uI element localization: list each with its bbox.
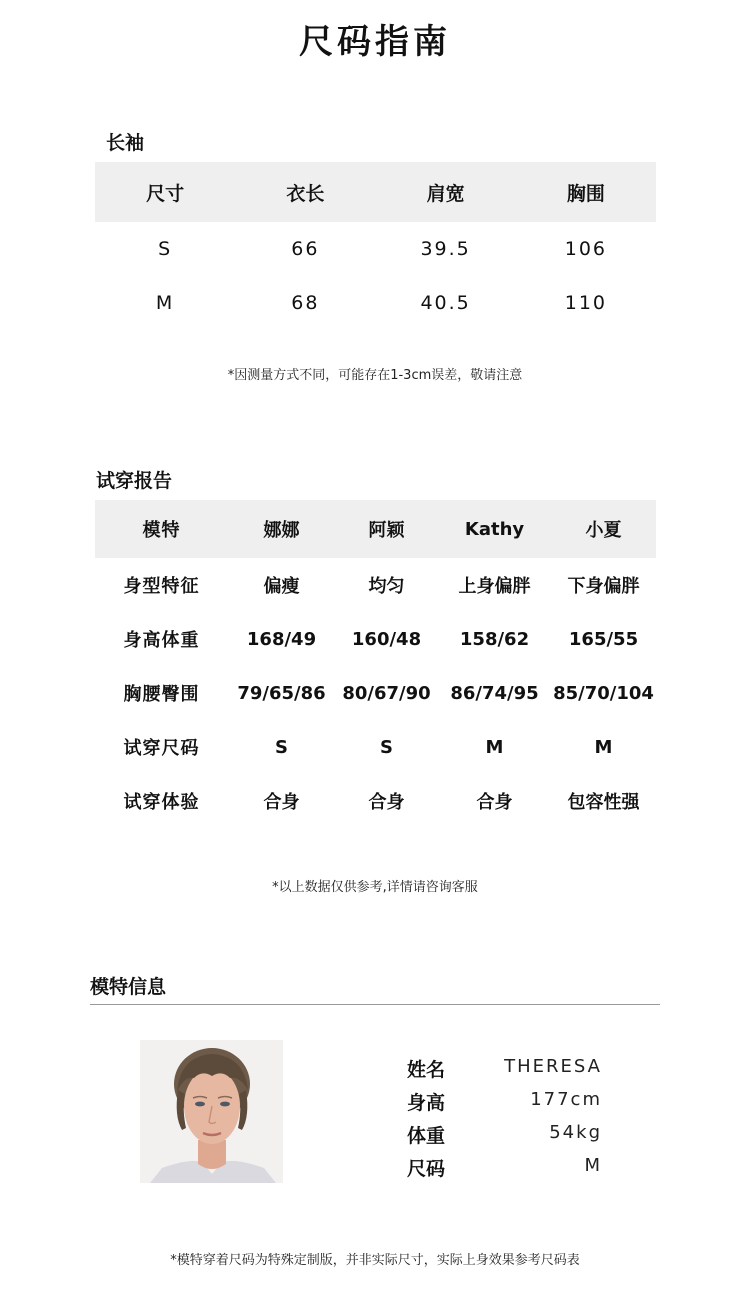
size-guide-note: *因测量方式不同，可能存在1-3cm误差，敬请注意: [227, 368, 523, 383]
model-field-label: 身高: [407, 1092, 446, 1114]
model-field-label: 体重: [407, 1125, 446, 1147]
size-cell: 110: [564, 292, 607, 314]
fit-row-label: 胸腰臀围: [123, 684, 200, 705]
fit-cell: 合身: [368, 792, 405, 813]
fit-header-cell: 模特: [142, 520, 181, 541]
size-header-cell: 尺寸: [146, 182, 185, 205]
fit-cell: 合身: [263, 792, 300, 813]
size-guide-title: 长袖: [106, 132, 145, 154]
fit-cell: 上身偏胖: [458, 576, 531, 597]
fit-header-cell: Kathy: [464, 518, 525, 540]
fit-cell: 165/55: [568, 628, 639, 650]
size-table-row: [95, 276, 656, 330]
model-field-size: [407, 1154, 602, 1184]
fit-cell: 偏瘦: [263, 576, 300, 597]
model-field-label: 尺码: [407, 1158, 446, 1180]
size-cell: M: [155, 292, 175, 314]
fit-cell: 158/62: [459, 628, 530, 650]
fit-report-note: *以上数据仅供参考,详情请咨询客服: [272, 880, 478, 895]
size-header-cell: 衣长: [286, 182, 325, 205]
fit-report-header-row: [95, 500, 656, 558]
fit-cell: 包容性强: [567, 792, 640, 813]
fit-row-label: 试穿体验: [123, 792, 200, 813]
fit-report-table: [95, 500, 656, 828]
model-field-name: [407, 1055, 602, 1085]
fit-cell: 79/65/86: [237, 682, 326, 704]
size-table: [95, 162, 656, 330]
size-cell: S: [158, 238, 173, 260]
fit-row-label: 身高体重: [123, 630, 200, 651]
fit-cell: 85/70/104: [553, 682, 654, 704]
size-cell: 106: [564, 238, 607, 260]
model-field-height: [407, 1088, 602, 1118]
fit-cell: 168/49: [246, 628, 317, 650]
model-field-value: THERESA: [504, 1056, 602, 1077]
fit-cell: 86/74/95: [450, 682, 539, 704]
model-field-weight: [407, 1121, 602, 1151]
fit-cell: 均匀: [368, 576, 405, 597]
size-cell: 66: [291, 238, 320, 260]
page-title: 尺码指南: [299, 22, 451, 62]
fit-header-cell: 小夏: [585, 520, 622, 541]
model-field-value: 54kg: [549, 1122, 602, 1143]
fit-row-label: 身型特征: [123, 576, 200, 597]
fit-report-row: [95, 774, 656, 828]
fit-cell: M: [594, 736, 613, 758]
fit-report-title: 试穿报告: [96, 470, 173, 492]
fit-cell: 160/48: [351, 628, 422, 650]
model-portrait-image: [140, 1040, 283, 1183]
fit-row-label: 试穿尺码: [123, 738, 200, 759]
size-header-cell: 肩宽: [426, 182, 465, 205]
fit-cell: 合身: [476, 792, 513, 813]
model-photo: [140, 1040, 283, 1183]
fit-cell: M: [485, 736, 504, 758]
model-field-label: 姓名: [407, 1059, 446, 1081]
model-info-note: *模特穿着尺码为特殊定制版，并非实际尺寸，实际上身效果参考尺码表: [170, 1253, 580, 1268]
fit-cell: S: [275, 736, 288, 758]
size-cell: 39.5: [420, 238, 471, 260]
fit-cell: S: [380, 736, 393, 758]
fit-report-row: [95, 666, 656, 720]
size-cell: 68: [291, 292, 320, 314]
size-table-row: [95, 222, 656, 276]
size-table-header-row: [95, 162, 656, 222]
size-header-cell: 胸围: [566, 182, 605, 205]
model-field-value: 177cm: [530, 1089, 602, 1110]
fit-report-row: [95, 558, 656, 612]
fit-cell: 80/67/90: [342, 682, 431, 704]
fit-header-cell: 阿颖: [368, 520, 405, 541]
fit-header-cell: 娜娜: [263, 520, 300, 541]
fit-report-row: [95, 720, 656, 774]
model-field-value: M: [584, 1155, 602, 1176]
fit-cell: 下身偏胖: [567, 576, 640, 597]
fit-report-row: [95, 612, 656, 666]
size-cell: 40.5: [420, 292, 471, 314]
model-info-title: 模特信息: [90, 976, 167, 998]
section-divider: [90, 1004, 660, 1005]
